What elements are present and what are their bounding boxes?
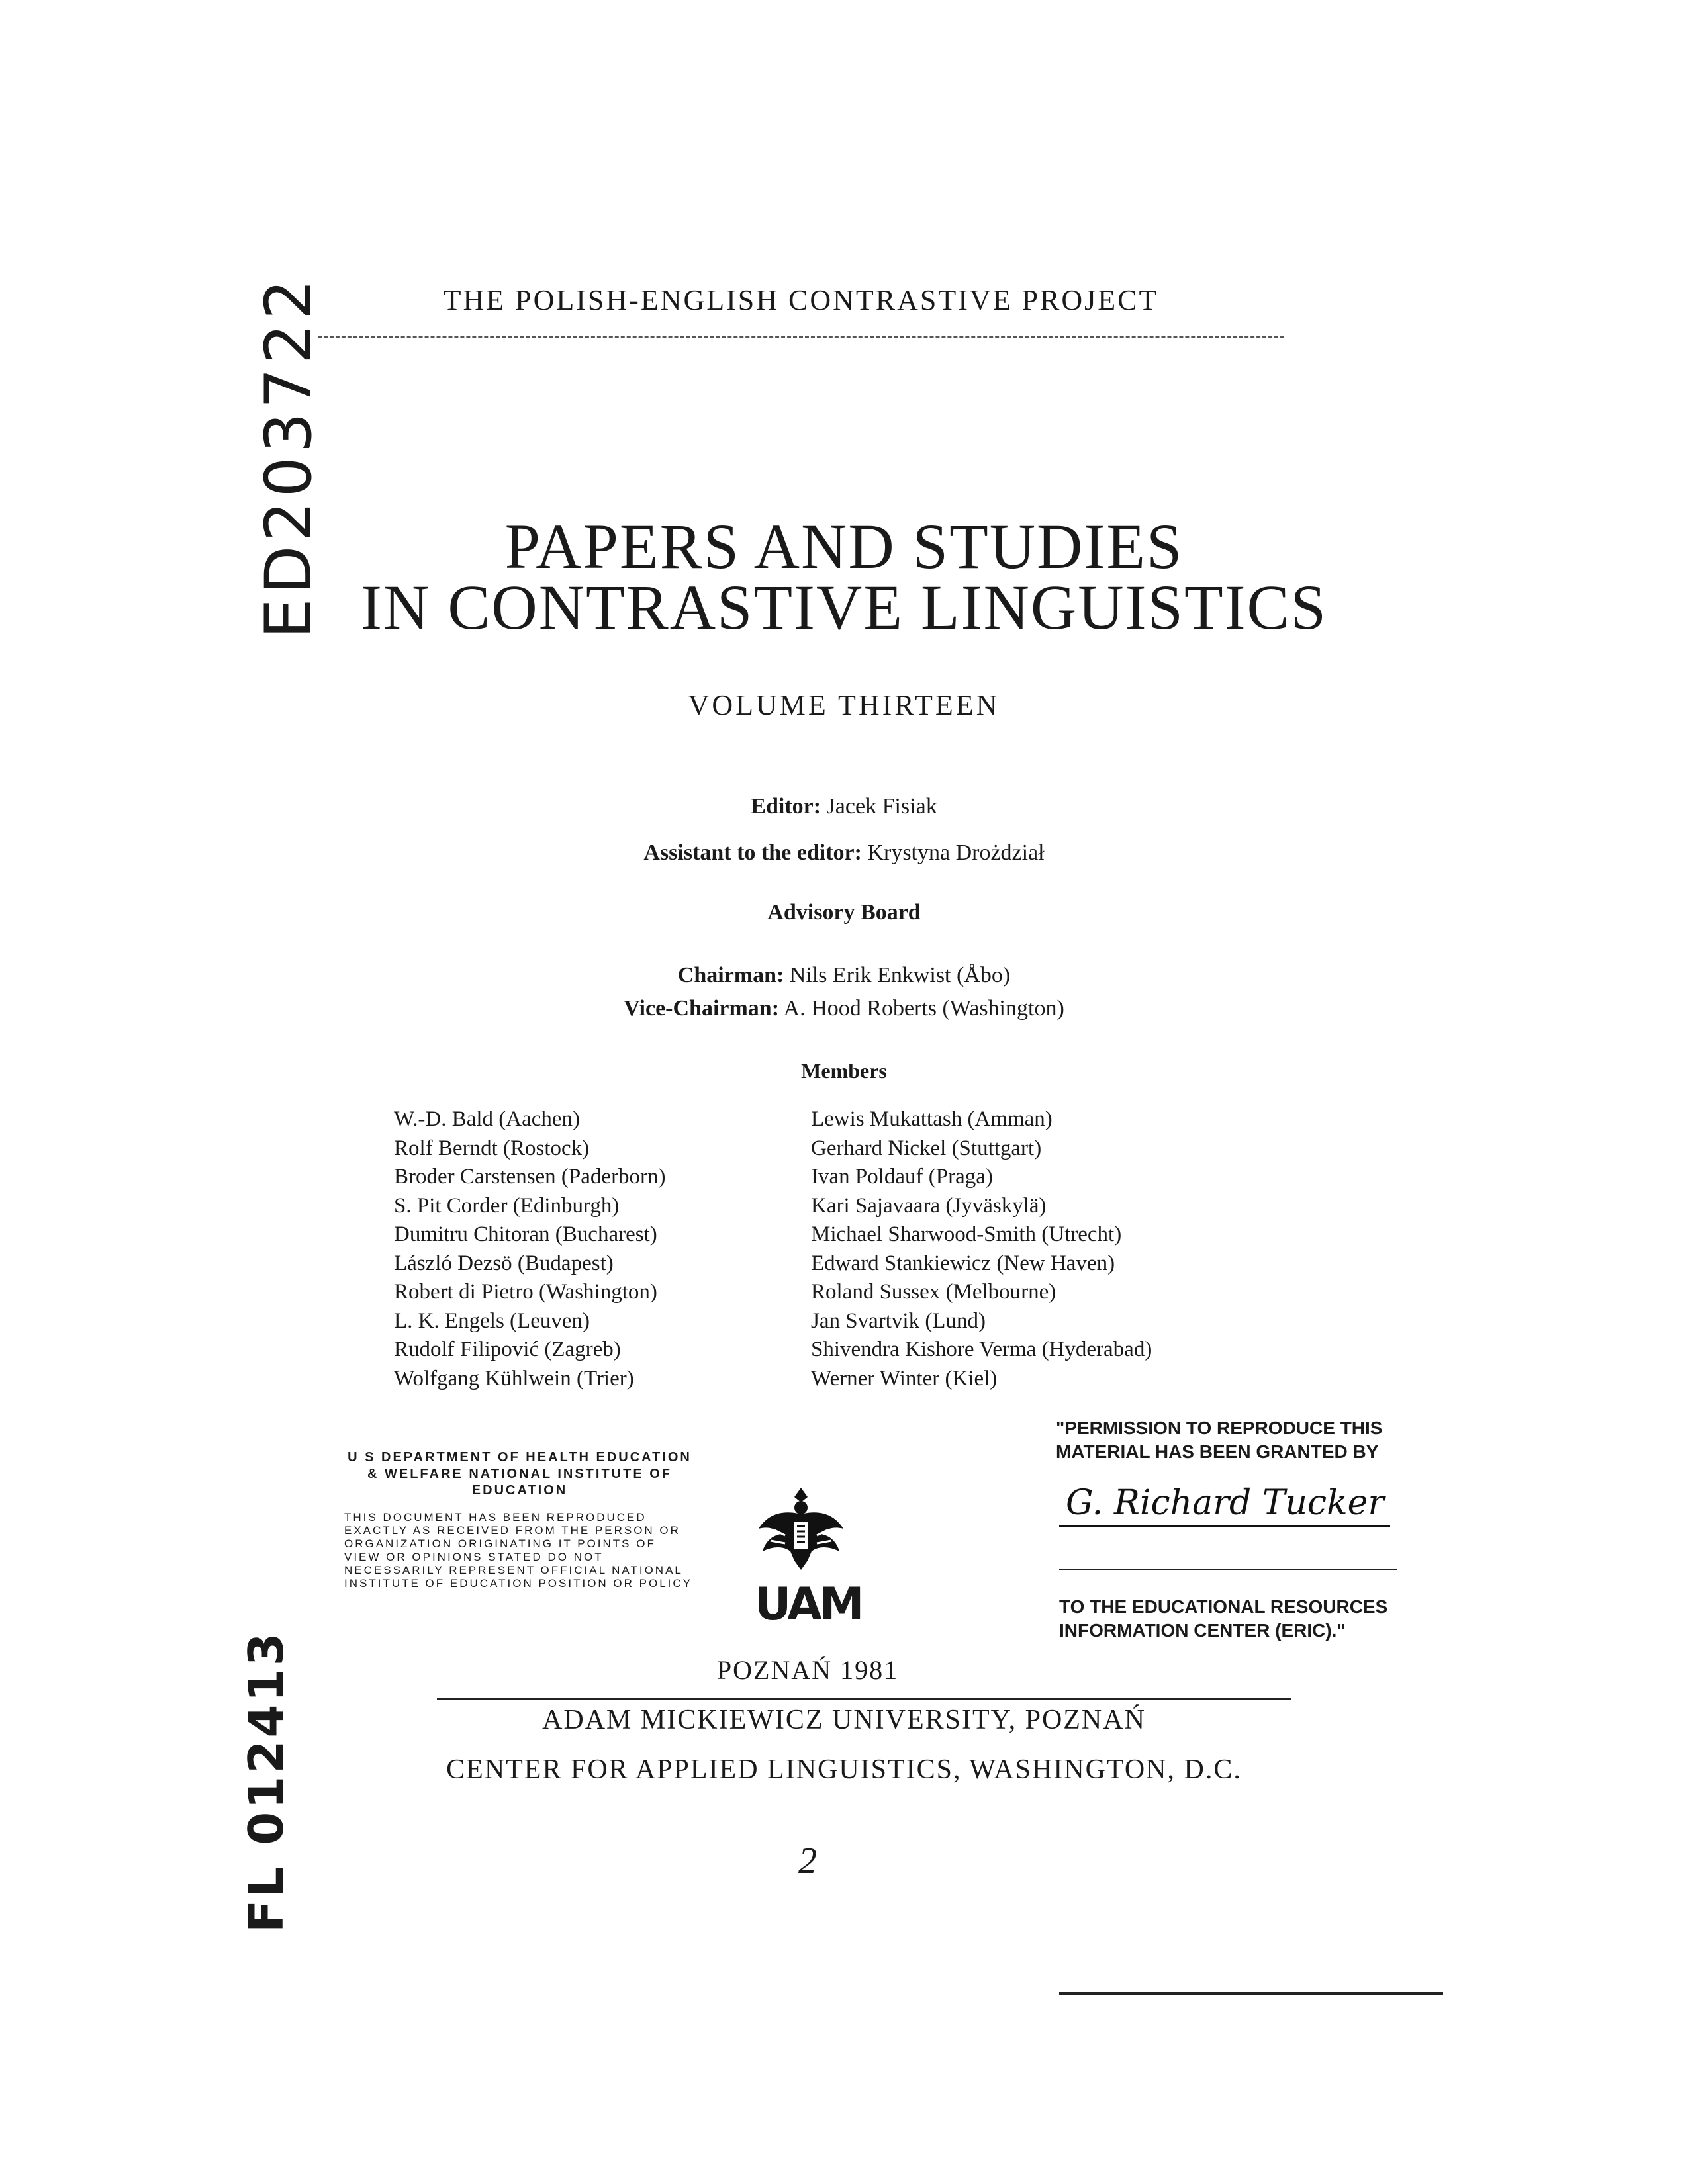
member-item: Kari Sajavaara (Jyväskylä) [811, 1193, 1047, 1218]
permission-blank-line [1059, 1569, 1397, 1570]
member-item: W.-D. Bald (Aachen) [394, 1107, 581, 1131]
hew-notice-title: U S DEPARTMENT OF HEALTH EDUCATION & WELFARE NATIONAL INSTITUTE OF EDUCATION [348, 1450, 692, 1498]
title-line-2: IN CONTRASTIVE LINGUISTICS [361, 572, 1327, 643]
publisher-line-1: ADAM MICKIEWICZ UNIVERSITY, POZNAŃ [542, 1705, 1146, 1735]
place-year: POZNAŃ 1981 [716, 1655, 899, 1685]
member-item: Wolfgang Kühlwein (Trier) [394, 1366, 634, 1390]
hew-notice-body: THIS DOCUMENT HAS BEEN REPRODUCED EXACTLY AS RECEIVED FROM THE PERSON OR ORGANIZATION ORIGINATING IT POINTS OF VIEW OR OPINIONS STATED DO NOT NECESSARILY REPRESENT OFFICIAL NATIONAL INSTITUTE OF EDUCATION POSITION OR POLICY [344, 1511, 692, 1590]
member-item: Michael Sharwood-Smith (Utrecht) [811, 1222, 1122, 1246]
member-item: Ivan Poldauf (Praga) [811, 1165, 993, 1189]
uam-logo [755, 1482, 862, 1631]
member-item: Rudolf Filipović (Zagreb) [394, 1338, 621, 1361]
assistant-label: Assistant to the editor: [643, 841, 862, 865]
member-item: Gerhard Nickel (Stuttgart) [811, 1136, 1042, 1160]
member-item: Lewis Mukattash (Amman) [811, 1107, 1053, 1131]
bottom-rule [1059, 1992, 1443, 1995]
member-item: Shivendra Kishore Verma (Hyderabad) [811, 1338, 1152, 1361]
member-item: L. K. Engels (Leuven) [394, 1308, 590, 1333]
member-item: Broder Carstensen (Paderborn) [394, 1165, 666, 1189]
vice-chairman-label: Vice-Chairman: [624, 996, 780, 1021]
eric-notice: TO THE EDUCATIONAL RESOURCES INFORMATION CENTER (ERIC)." [1059, 1596, 1388, 1641]
publisher-line-2: CENTER FOR APPLIED LINGUISTICS, WASHINGTON, D.C. [446, 1754, 1242, 1785]
member-item: Werner Winter (Kiel) [811, 1366, 998, 1390]
chairman-name: Nils Erik Enkwist (Åbo) [789, 963, 1011, 987]
footer-rule [437, 1698, 1291, 1700]
permission-notice: "PERMISSION TO REPRODUCE THIS MATERIAL HAS BEEN GRANTED BY [1056, 1418, 1383, 1462]
member-item: S. Pit Corder (Edinburgh) [394, 1193, 620, 1218]
volume-label: VOLUME THIRTEEN [688, 689, 1000, 721]
project-header: THE POLISH-ENGLISH CONTRASTIVE PROJECT [443, 284, 1159, 316]
header-rule [318, 336, 1284, 338]
member-item: Rolf Berndt (Rostock) [394, 1136, 590, 1160]
member-item: Jan Svartvik (Lund) [811, 1308, 986, 1333]
editor-name: Jacek Fisiak [826, 794, 937, 819]
fl-document-number: FL 012413 [238, 1630, 294, 1933]
members-left-column [394, 1105, 666, 1393]
svg-text:G. Richard Tucker: G. Richard Tucker [1066, 1483, 1385, 1523]
editor-label: Editor: [751, 794, 821, 819]
signature [1059, 1481, 1403, 1534]
member-item: Edward Stankiewicz (New Haven) [811, 1251, 1115, 1275]
member-item: Dumitru Chitoran (Bucharest) [394, 1222, 657, 1246]
member-item: Roland Sussex (Melbourne) [811, 1280, 1056, 1304]
vice-chairman-name: A. Hood Roberts (Washington) [783, 996, 1064, 1021]
editor-line [0, 794, 1688, 819]
member-item: László Dezsö (Budapest) [394, 1251, 614, 1275]
advisory-board-heading: Advisory Board [767, 900, 921, 925]
chairman-line [0, 963, 1688, 988]
hew-notice [344, 1449, 695, 1590]
assistant-line [0, 841, 1688, 866]
eagle-crest-icon [755, 1482, 847, 1575]
uam-logo-text: UAM [755, 1578, 862, 1631]
vice-chairman-line [0, 996, 1688, 1021]
member-item: Robert di Pietro (Washington) [394, 1280, 657, 1304]
members-right-column [811, 1105, 1152, 1393]
members-heading: Members [801, 1059, 887, 1083]
assistant-name: Krystyna Drożdział [867, 841, 1045, 865]
page-number: 2 [798, 1841, 817, 1882]
title-line-1: PAPERS AND STUDIES [504, 511, 1184, 582]
chairman-label: Chairman: [677, 963, 784, 987]
ed-document-number: ED203722 [252, 275, 326, 639]
